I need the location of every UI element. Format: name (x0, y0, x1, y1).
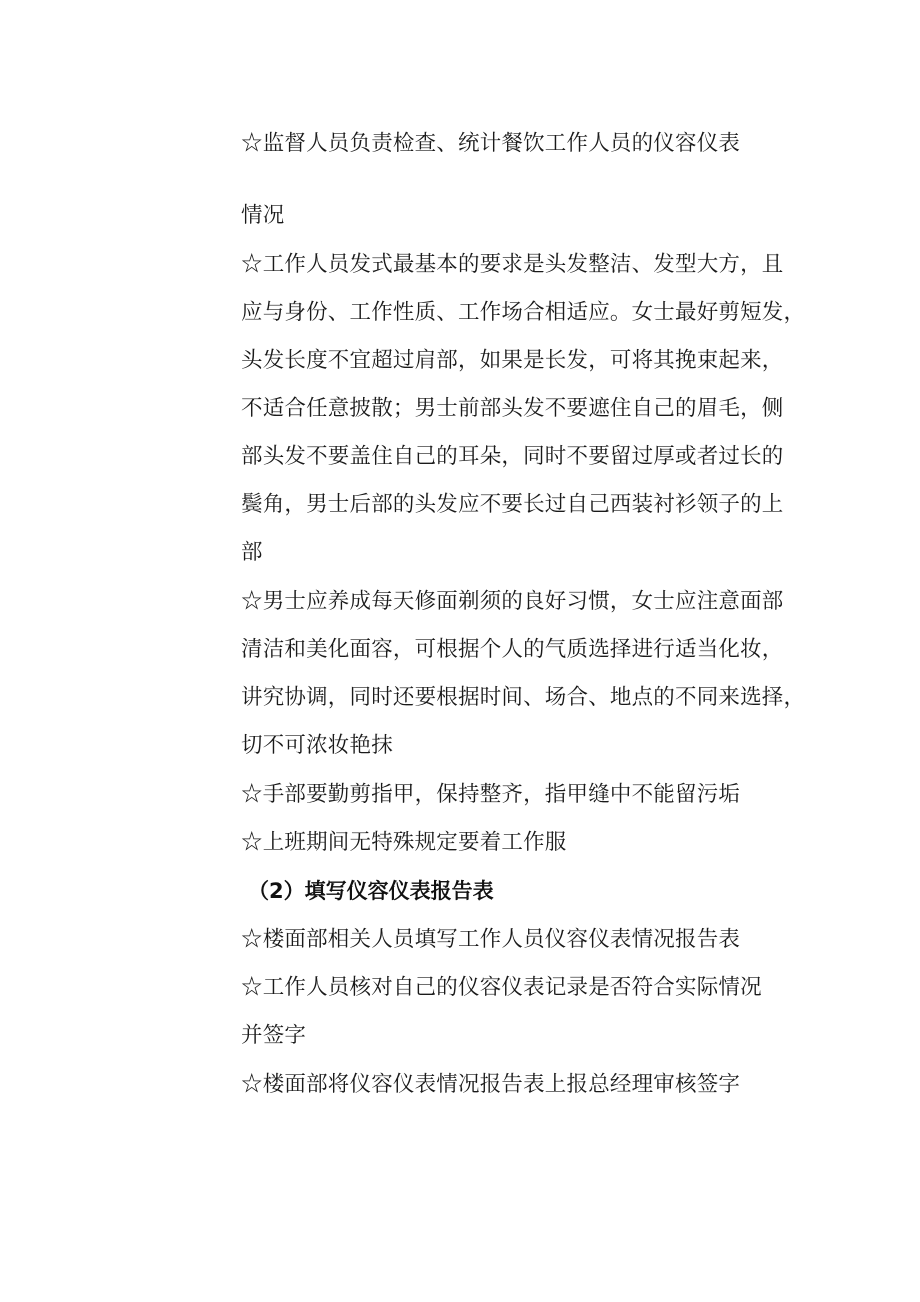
paragraph-line: 切不可浓妆艳抹 (241, 733, 393, 758)
paragraph-line: 不适合任意披散；男士前部头发不要遮住自己的眉毛，侧 (241, 396, 784, 421)
paragraph-line: 部头发不要盖住自己的耳朵，同时不要留过厚或者过长的 (241, 444, 784, 469)
paragraph-line: ☆监督人员负责检查、统计餐饮工作人员的仪容仪表 (241, 131, 741, 156)
paragraph-line: ☆楼面部将仪容仪表情况报告表上报总经理审核签字 (241, 1072, 741, 1097)
paragraph-line: 应与身份、工作性质、工作场合相适应。女士最好剪短发， (241, 300, 806, 325)
paragraph-line: ☆男士应养成每天修面剃须的良好习惯，女士应注意面部 (241, 589, 784, 614)
paragraph-line: 讲究协调，同时还要根据时间、场合、地点的不同来选择， (241, 685, 806, 710)
paragraph-line: 头发长度不宜超过肩部，如果是长发，可将其挽束起来， (241, 348, 784, 373)
paragraph-line: 鬓角，男士后部的头发应不要长过自己西装衬衫领子的上 (241, 492, 784, 517)
paragraph-line: 清洁和美化面容，可根据个人的气质选择进行适当化妆， (241, 637, 784, 662)
section-heading: （2）填写仪容仪表报告表 (248, 879, 494, 903)
paragraph-line: ☆上班期间无特殊规定要着工作服 (241, 830, 567, 855)
paragraph-line: 部 (241, 540, 263, 565)
paragraph-line: ☆手部要勤剪指甲，保持整齐，指甲缝中不能留污垢 (241, 782, 741, 807)
paragraph-line: ☆工作人员发式最基本的要求是头发整洁、发型大方，且 (241, 252, 784, 277)
paragraph-line: ☆工作人员核对自己的仪容仪表记录是否符合实际情况 (241, 975, 762, 1000)
paragraph-line: ☆楼面部相关人员填写工作人员仪容仪表情况报告表 (241, 927, 741, 952)
paragraph-line: 情况 (241, 203, 285, 228)
paragraph-line: 并签字 (241, 1023, 307, 1048)
